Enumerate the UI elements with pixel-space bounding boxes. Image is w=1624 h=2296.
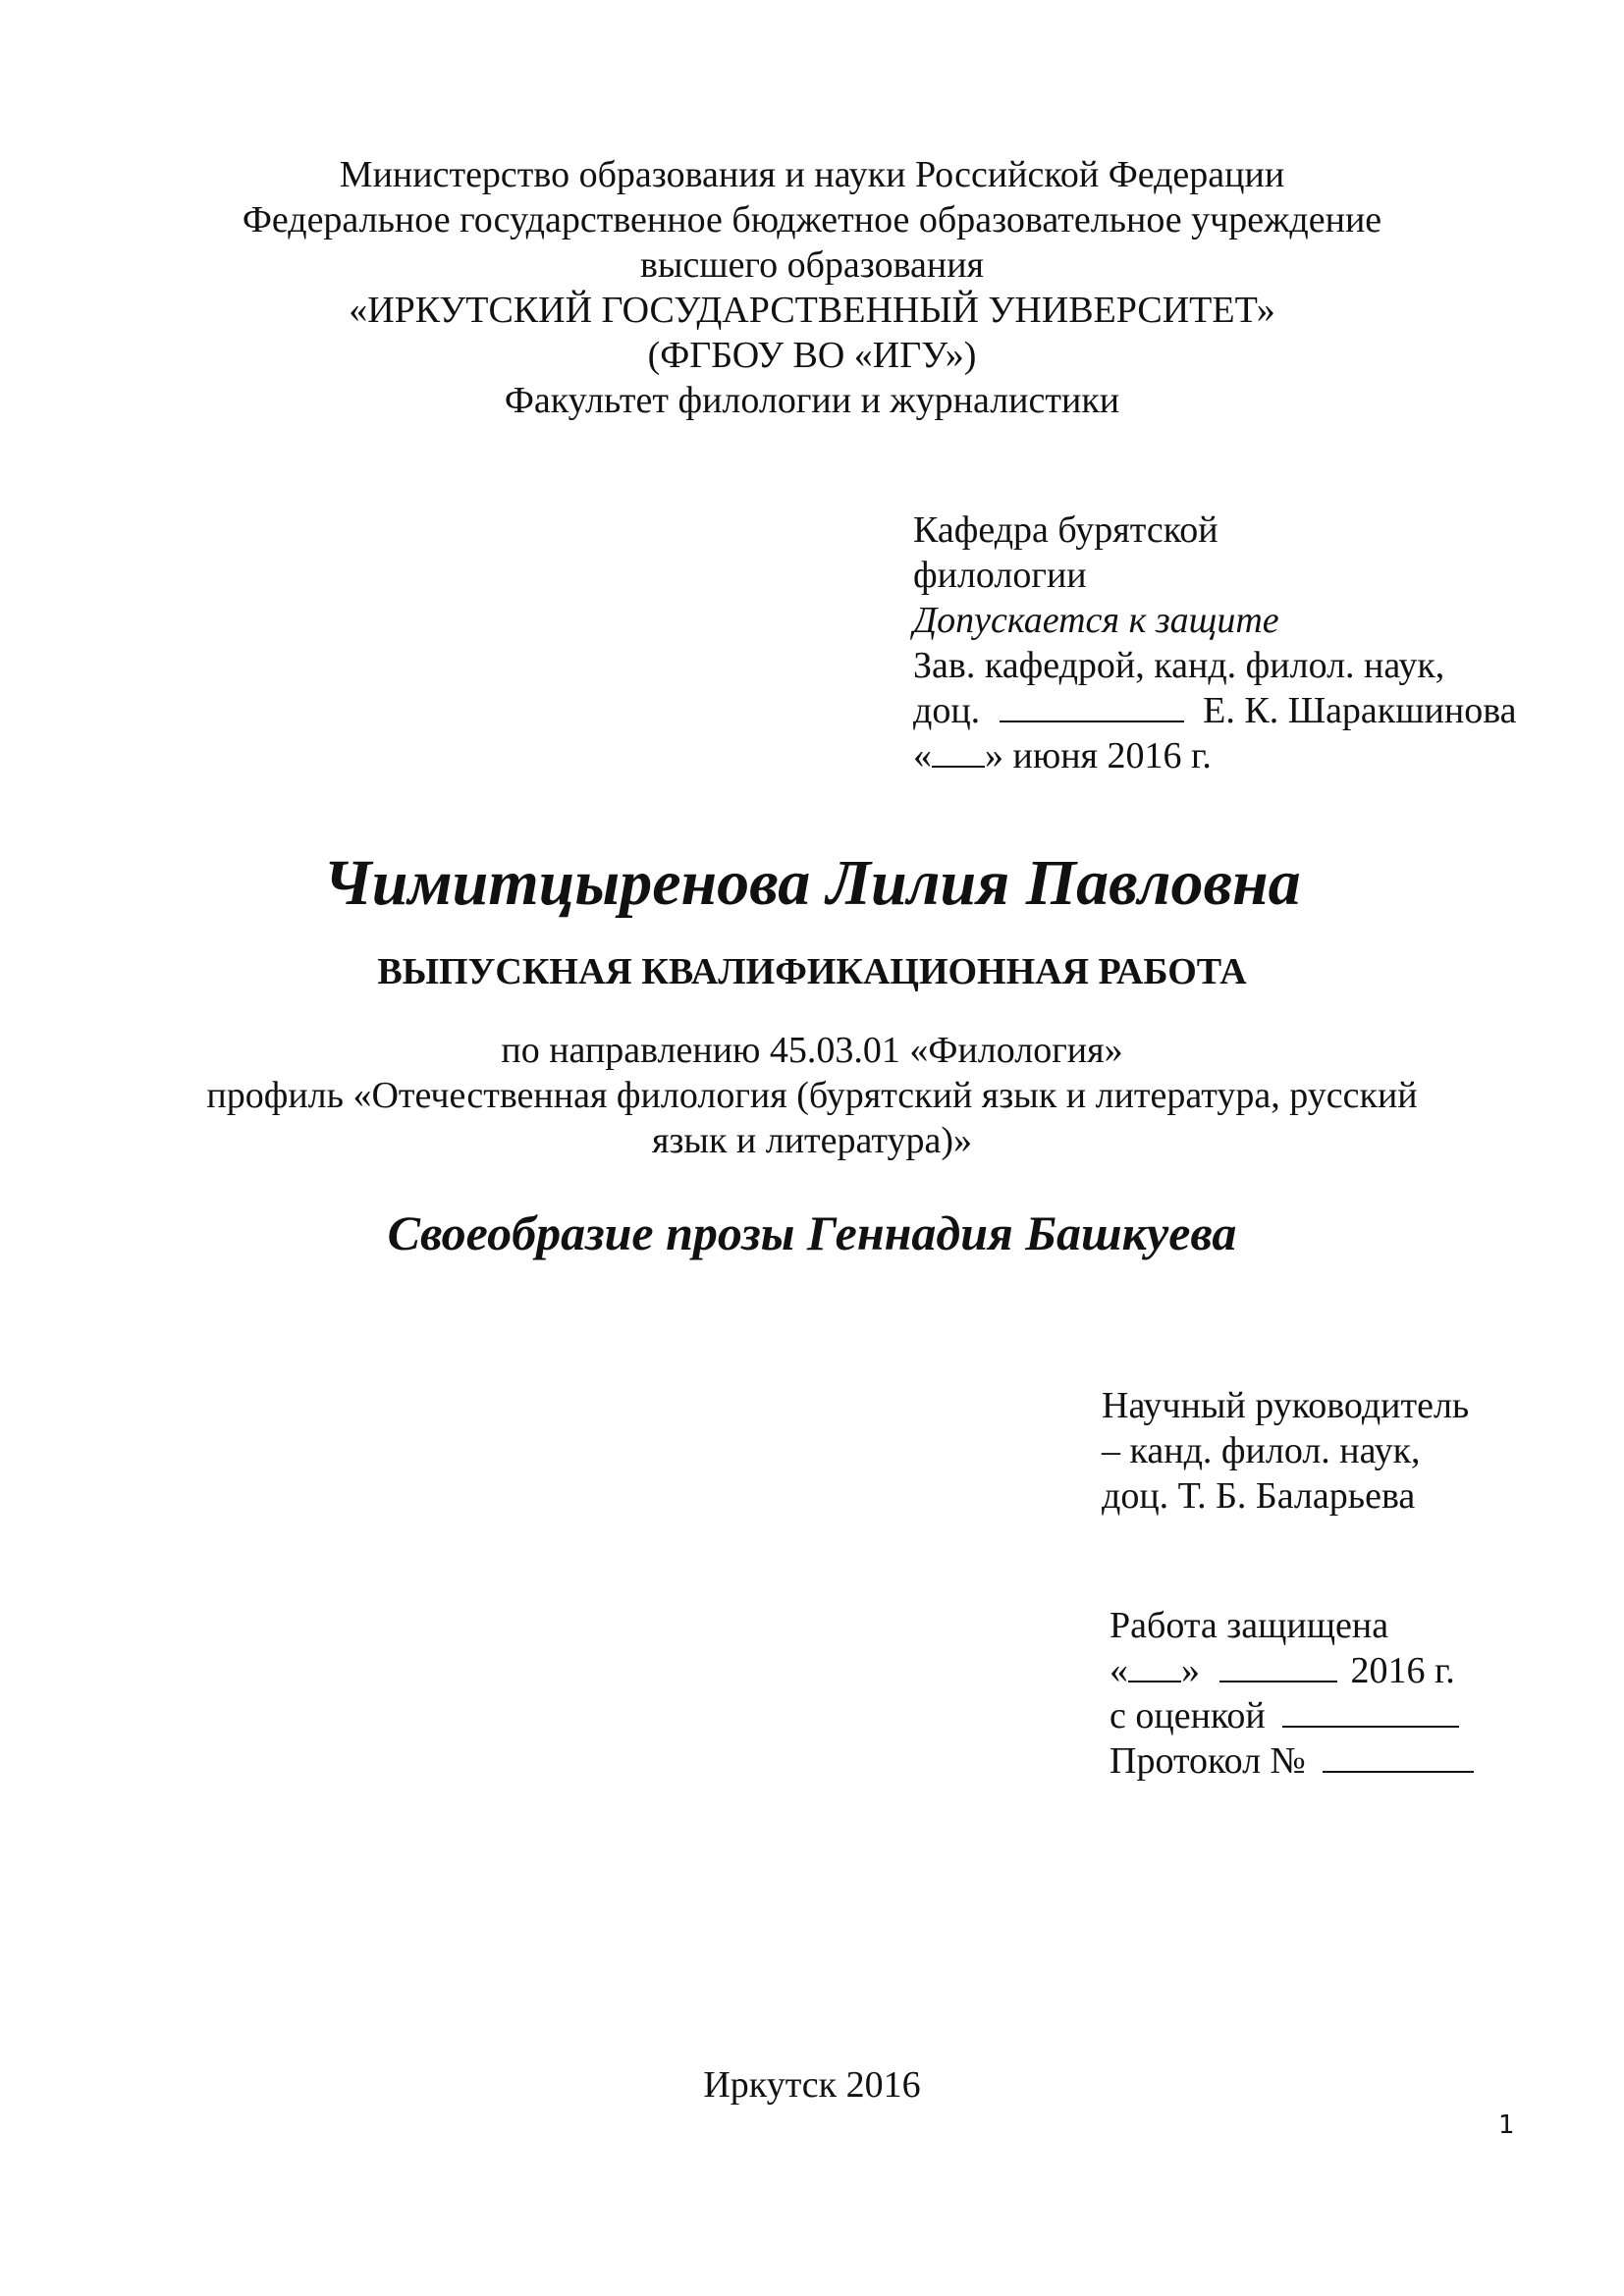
date-month-year: » июня 2016 г.: [985, 735, 1212, 776]
grade-label: с оценкой: [1110, 1695, 1266, 1736]
protocol-blank: [1323, 1741, 1474, 1773]
faculty-name: Факультет филологии и журналистики: [504, 380, 1120, 421]
defense-date-line: [1110, 1649, 1455, 1692]
work-type-heading: ВЫПУСКНАЯ КВАЛИФИКАЦИОННАЯ РАБОТА: [377, 951, 1247, 992]
thesis-topic: Своеобразие прозы Геннадия Башкуева: [387, 1205, 1237, 1260]
head-title: Зав. кафедрой, канд. филол. наук,: [913, 645, 1445, 686]
signature-blank: [1000, 691, 1184, 722]
direction-line2: профиль «Отечественная филология (бурятский язык и литература, русский: [206, 1075, 1418, 1116]
author-name: Чимитцыренова Лилия Павловна: [323, 847, 1301, 919]
day-blank: [932, 736, 985, 768]
defense-day-blank: [1128, 1651, 1181, 1682]
education-level-line: высшего образования: [639, 244, 985, 286]
department-line1: Кафедра бурятской: [913, 509, 1218, 551]
head-name: Е. К. Шаракшинова: [1203, 690, 1517, 731]
university-abbreviation: (ФГБОУ ВО «ИГУ»): [647, 335, 977, 376]
direction-line1: по направлению 45.03.01 «Филология»: [501, 1030, 1123, 1071]
protocol-label: Протокол №: [1110, 1740, 1306, 1782]
supervisor-line1: Научный руководитель: [1102, 1385, 1470, 1426]
defense-date-open: «: [1110, 1650, 1128, 1691]
institution-type-line: Федеральное государственное бюджетное образовательное учреждение: [242, 199, 1382, 240]
direction-line3: язык и литература)»: [651, 1120, 973, 1161]
admitted-label: Допускается к защите: [913, 600, 1279, 641]
grade-blank: [1282, 1696, 1459, 1728]
supervisor-line3: доц. Т. Б. Баларьева: [1102, 1475, 1416, 1517]
department-line2: филологии: [913, 555, 1087, 596]
supervisor-line2: – канд. филол. наук,: [1102, 1430, 1421, 1471]
city-year: Иркутск 2016: [703, 2064, 921, 2106]
ministry-line: Министерство образования и науки Российской Федерации: [339, 154, 1285, 195]
defense-line1: Работа защищена: [1110, 1605, 1389, 1646]
head-signature-line: [913, 689, 1517, 732]
defense-date-mid: »: [1181, 1650, 1200, 1691]
page-number: 1: [1498, 2110, 1515, 2140]
university-name: «ИРКУТСКИЙ ГОСУДАРСТВЕННЫЙ УНИВЕРСИТЕТ»: [349, 290, 1275, 331]
defense-year: 2016 г.: [1350, 1650, 1455, 1691]
grade-line: [1110, 1694, 1459, 1737]
approval-date-line: [913, 734, 1212, 777]
head-rank: доц.: [913, 690, 981, 731]
defense-month-blank: [1219, 1651, 1337, 1682]
date-open-quote: «: [913, 735, 932, 776]
protocol-line: [1110, 1739, 1474, 1783]
